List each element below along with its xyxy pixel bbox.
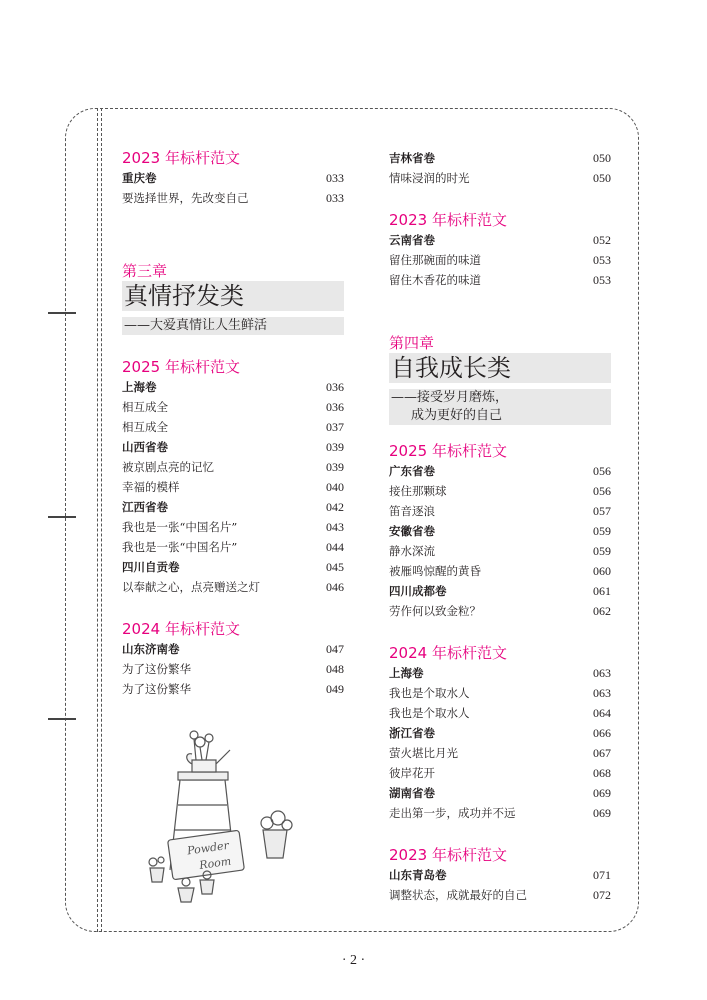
entry-title: 浙江省卷 [389, 726, 435, 740]
entry-title: 劳作何以致金粒？ [389, 604, 481, 618]
chapter-label: 第三章 [122, 262, 168, 280]
toc-list [122, 377, 344, 597]
toc-list [389, 663, 611, 823]
entry-page-number: 046 [326, 579, 344, 594]
entry-page-number: 068 [593, 765, 611, 780]
entry-title: 笛音逐浪 [389, 504, 435, 518]
toc-essay-entry[interactable] [389, 561, 611, 581]
entry-page-number: 050 [593, 170, 611, 185]
entry-page-number: 072 [593, 887, 611, 902]
entry-page-number: 059 [593, 523, 611, 538]
entry-title: 上海卷 [389, 666, 424, 680]
toc-region-entry[interactable] [389, 581, 611, 601]
toc-essay-entry[interactable] [122, 517, 344, 537]
entry-title: 四川自贡卷 [122, 560, 180, 574]
entry-title: 我也是个取水人 [389, 706, 470, 720]
entry-title: 我也是个取水人 [389, 686, 470, 700]
entry-title: 要选择世界，先改变自己 [122, 191, 249, 205]
toc-essay-entry[interactable] [389, 270, 611, 290]
toc-essay-entry[interactable] [122, 679, 344, 699]
toc-region-entry[interactable] [122, 639, 344, 659]
entry-page-number: 039 [326, 459, 344, 474]
entry-page-number: 059 [593, 543, 611, 558]
toc-essay-entry[interactable] [122, 397, 344, 417]
entry-page-number: 060 [593, 563, 611, 578]
year-heading: 2023 年标杆范文 [389, 211, 507, 229]
entry-page-number: 069 [593, 785, 611, 800]
entry-title: 山西省卷 [122, 440, 168, 454]
toc-region-entry[interactable] [122, 437, 344, 457]
entry-page-number: 050 [593, 150, 611, 165]
entry-page-number: 047 [326, 641, 344, 656]
entry-page-number: 071 [593, 867, 611, 882]
entry-page-number: 037 [326, 419, 344, 434]
toc-essay-entry[interactable] [389, 763, 611, 783]
entry-title: 以奉献之心，点亮赠送之灯 [122, 580, 260, 594]
entry-page-number: 033 [326, 170, 344, 185]
entry-page-number: 063 [593, 685, 611, 700]
entry-title: 彼岸花开 [389, 766, 435, 780]
entry-title: 被雁鸣惊醒的黄昏 [389, 564, 481, 578]
entry-page-number: 045 [326, 559, 344, 574]
entry-title: 湖南省卷 [389, 786, 435, 800]
entry-title: 调整状态，成就最好的自己 [389, 888, 527, 902]
toc-essay-entry[interactable] [389, 541, 611, 561]
entry-title: 山东青岛卷 [389, 868, 447, 882]
toc-essay-entry[interactable] [122, 577, 344, 597]
entry-title: 静水深流 [389, 544, 435, 558]
toc-essay-entry[interactable] [122, 188, 344, 208]
toc-essay-entry[interactable] [389, 803, 611, 823]
toc-region-entry[interactable] [389, 461, 611, 481]
toc-region-entry[interactable] [389, 663, 611, 683]
entry-title: 相互成全 [122, 420, 168, 434]
entry-page-number: 062 [593, 603, 611, 618]
toc-right-column [389, 148, 611, 905]
entry-title: 相互成全 [122, 400, 168, 414]
entry-page-number: 039 [326, 439, 344, 454]
toc-region-entry[interactable] [122, 168, 344, 188]
entry-page-number: 063 [593, 665, 611, 680]
entry-page-number: 056 [593, 463, 611, 478]
chapter-title: 真情抒发类 [122, 281, 344, 311]
entry-title: 幸福的模样 [122, 480, 180, 494]
binding-tick [48, 312, 76, 314]
entry-page-number: 053 [593, 272, 611, 287]
entry-title: 留住木香花的味道 [389, 273, 481, 287]
entry-title: 云南省卷 [389, 233, 435, 247]
toc-region-entry[interactable] [389, 865, 611, 885]
year-heading: 2025 年标杆范文 [389, 442, 507, 460]
toc-essay-entry[interactable] [122, 537, 344, 557]
sign-text: Room [198, 854, 232, 872]
entry-page-number: 067 [593, 745, 611, 760]
year-heading: 2023 年标杆范文 [122, 149, 240, 167]
binding-tick [48, 718, 76, 720]
chapter-subtitle-line: 成为更好的自己 [411, 408, 503, 423]
entry-page-number: 042 [326, 499, 344, 514]
toc-region-entry[interactable] [389, 230, 611, 250]
toc-essay-entry[interactable] [389, 743, 611, 763]
entry-title: 我也是一张“中国名片” [122, 540, 238, 554]
entry-title: 为了这份繁华 [122, 662, 191, 676]
entry-page-number: 049 [326, 681, 344, 696]
entry-page-number: 056 [593, 483, 611, 498]
chapter-subtitle-line: ——接受岁月磨炼， [391, 390, 509, 405]
toc-left-column [122, 148, 344, 699]
entry-page-number: 048 [326, 661, 344, 676]
toc-essay-entry[interactable] [389, 250, 611, 270]
chapter-label: 第四章 [389, 334, 435, 352]
entry-title: 萤火堪比月光 [389, 746, 458, 760]
entry-title: 我也是一张“中国名片” [122, 520, 238, 534]
toc-essay-entry[interactable] [389, 703, 611, 723]
toc-region-entry[interactable] [389, 723, 611, 743]
entry-title: 上海卷 [122, 380, 157, 394]
chapter-subtitle: ——大爱真情让人生鲜活 [122, 317, 344, 335]
entry-page-number: 064 [593, 705, 611, 720]
entry-page-number: 053 [593, 252, 611, 267]
chapter-title: 自我成长类 [389, 353, 611, 383]
entry-title: 吉林省卷 [389, 151, 435, 165]
sign-text: Powder [186, 838, 230, 858]
toc-essay-entry[interactable] [389, 885, 611, 905]
toc-list [122, 639, 344, 699]
entry-page-number: 044 [326, 539, 344, 554]
binding-line [97, 108, 98, 932]
entry-title: 情味浸润的时光 [389, 171, 470, 185]
year-heading: 2024 年标杆范文 [122, 620, 240, 638]
toc-region-entry[interactable] [389, 148, 611, 168]
chapter-subtitle [389, 389, 611, 425]
entry-page-number: 066 [593, 725, 611, 740]
toc-region-entry[interactable] [389, 783, 611, 803]
year-heading: 2023 年标杆范文 [389, 846, 507, 864]
entry-page-number: 052 [593, 232, 611, 247]
toc-list [389, 865, 611, 905]
entry-page-number: 061 [593, 583, 611, 598]
entry-title: 走出第一步，成功并不远 [389, 806, 516, 820]
toc-list [389, 148, 611, 188]
toc-essay-entry[interactable] [389, 481, 611, 501]
entry-title: 广东省卷 [389, 464, 435, 478]
entry-page-number: 057 [593, 503, 611, 518]
toc-essay-entry[interactable] [389, 168, 611, 188]
toc-list [389, 461, 611, 621]
entry-title: 安徽省卷 [389, 524, 435, 538]
entry-title: 山东济南卷 [122, 642, 180, 656]
toc-region-entry[interactable] [389, 521, 611, 541]
binding-tick [48, 516, 76, 518]
page-number: · 2 · [341, 953, 366, 968]
toc-essay-entry[interactable] [389, 683, 611, 703]
entry-page-number: 043 [326, 519, 344, 534]
year-heading: 2024 年标杆范文 [389, 644, 507, 662]
entry-title: 为了这份繁华 [122, 682, 191, 696]
entry-title: 接住那颗球 [389, 484, 447, 498]
entry-page-number: 040 [326, 479, 344, 494]
toc-essay-entry[interactable] [122, 659, 344, 679]
entry-title: 被京剧点亮的记忆 [122, 460, 214, 474]
entry-title: 江西省卷 [122, 500, 168, 514]
toc-essay-entry[interactable] [122, 477, 344, 497]
entry-page-number: 036 [326, 379, 344, 394]
entry-page-number: 069 [593, 805, 611, 820]
toc-list [122, 168, 344, 208]
entry-page-number: 036 [326, 399, 344, 414]
flower-stand-illustration [130, 720, 320, 910]
entry-title: 四川成都卷 [389, 584, 447, 598]
entry-title: 重庆卷 [122, 171, 157, 185]
toc-list [389, 230, 611, 290]
toc-region-entry[interactable] [122, 377, 344, 397]
year-heading: 2025 年标杆范文 [122, 358, 240, 376]
entry-page-number: 033 [326, 190, 344, 205]
toc-essay-entry[interactable] [122, 417, 344, 437]
toc-region-entry[interactable] [122, 497, 344, 517]
binding-line-inner [101, 108, 102, 932]
entry-title: 留住那碗面的味道 [389, 253, 481, 267]
toc-region-entry[interactable] [122, 557, 344, 577]
toc-essay-entry[interactable] [122, 457, 344, 477]
toc-essay-entry[interactable] [389, 601, 611, 621]
toc-essay-entry[interactable] [389, 501, 611, 521]
